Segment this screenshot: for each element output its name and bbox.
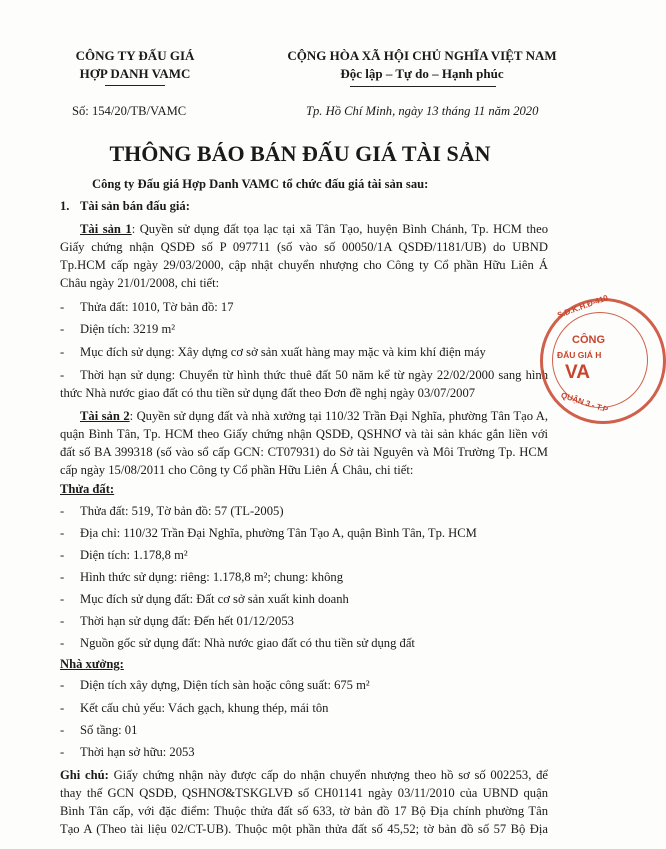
land-item: Mục đích sử dụng đất: Đất cơ sở sản xuất kinh doanh	[80, 592, 349, 606]
asset2-line3: đất số BA 399318 (số vào sổ cấp GCN: CT07931) do Sở tài Nguyên và Môi Trường Tp. HCM	[60, 445, 548, 459]
bullet-dash: -	[60, 345, 65, 359]
note-line4: Tạo A (Theo tài liệu 02/CT-UB). Thuộc một phần thửa đất số 45,52; tờ bản đồ số 57 Bộ Địa	[60, 822, 548, 836]
bullet-dash: -	[60, 526, 65, 540]
seal-top-text: S.Đ.K.H.Đ-410	[556, 293, 610, 320]
factory-item: Kết cấu chủ yếu: Vách gạch, khung thép, mái tôn	[80, 701, 329, 715]
asset1-item: Mục đích sử dụng: Xây dựng cơ sở sản xuất hàng may mặc và kim khí điện máy	[80, 345, 486, 359]
factory-item: Diện tích xây dựng, Diện tích sàn hoặc công suất: 675 m²	[80, 678, 370, 692]
factory-item: Số tầng: 01	[80, 723, 138, 737]
bullet-dash: -	[60, 504, 65, 518]
bullet-dash: -	[60, 570, 65, 584]
asset2-text1: : Quyền sử dụng đất và nhà xưởng tại 110/32 Trần Đại Nghĩa, phường Tân Tạo A,	[129, 409, 549, 423]
bullet-dash: -	[60, 636, 65, 650]
bullet-dash: -	[60, 678, 65, 692]
bullet-dash: -	[60, 592, 65, 606]
nation-motto: Độc lập – Tự do – Hạnh phúc	[340, 66, 504, 81]
section-heading: Tài sản bán đấu giá:	[80, 199, 190, 213]
land-item: Diện tích: 1.178,8 m²	[80, 548, 188, 562]
bullet-dash: -	[60, 300, 65, 314]
asset1-item: Thửa đất: 1010, Tờ bản đồ: 17	[80, 300, 234, 314]
asset2-line4: cấp ngày 15/08/2011 cho Công ty Cổ phần Hữu Liên Á Châu, chi tiết:	[60, 463, 414, 477]
note-label: Ghi chú:	[60, 768, 109, 782]
intro-line: Công ty Đấu giá Hợp Danh VAMC tổ chức đấu giá tài sản sau:	[92, 177, 429, 191]
bullet-dash: -	[60, 614, 65, 628]
asset1-item: Thời hạn sử dụng: Chuyển từ hình thức thuê đất 50 năm kể từ ngày 22/02/2000 sang hình	[80, 368, 548, 382]
land-heading: Thửa đất:	[60, 482, 115, 496]
asset1-item-cont: thức Nhà nước giao đất có thu tiền sử dụng đất theo Đơn đề nghị ngày 03/07/2007	[60, 386, 476, 400]
seal-outer-ring	[540, 298, 666, 424]
bullet-dash: -	[60, 548, 65, 562]
note-line1	[60, 768, 548, 783]
asset2-line1	[60, 409, 548, 424]
land-item: Địa chỉ: 110/32 Trần Đại Nghĩa, phường Tân Tạo A, quận Bình Tân, Tp. HCM	[80, 526, 477, 540]
land-item: Nguồn gốc sử dụng đất: Nhà nước giao đất có thu tiền sử dụng đất	[80, 636, 415, 650]
asset2-label: Tài sản 2	[80, 409, 130, 423]
document-number: Số: 154/20/TB/VAMC	[72, 104, 187, 118]
asset1-line4: Châu ngày 21/01/2008, chi tiết:	[60, 276, 220, 290]
note-line2: thay thế GCN QSDĐ, QSHNƠ&TSKGLVĐ số CH01141 ngày 03/11/2010 của UBND quận	[60, 786, 548, 800]
asset1-label: Tài sản 1	[80, 222, 132, 236]
company-underline	[105, 85, 165, 86]
bullet-dash: -	[60, 723, 65, 737]
asset1-line1	[60, 222, 548, 237]
place-date: Tp. Hồ Chí Minh, ngày 13 tháng 11 năm 2020	[306, 104, 539, 118]
bullet-dash: -	[60, 322, 65, 336]
asset2-line2: quận Bình Tân, Tp. HCM theo Giấy chứng nhận QSDĐ, QSHNƠ và tài sản khác gắn liền với	[60, 427, 548, 441]
note-text1: Giấy chứng nhận này được cấp do nhận chuyển nhượng theo hồ sơ số 002253, để	[108, 768, 548, 782]
company-name-line1: CÔNG TY ĐẤU GIÁ	[75, 48, 195, 63]
bullet-dash: -	[60, 701, 65, 715]
asset1-line3: Tp.HCM cấp ngày 29/03/2000, cập nhật chuyển nhượng cho Công ty Cổ phần Hữu Liên Á	[60, 258, 548, 272]
section-number: 1.	[60, 199, 70, 213]
seal-text-line2: ĐẤU GIÁ H	[557, 350, 602, 360]
motto-underline	[350, 86, 496, 87]
nation-title: CỘNG HÒA XÃ HỘI CHỦ NGHĨA VIỆT NAM	[287, 48, 557, 63]
land-item: Hình thức sử dụng: riêng: 1.178,8 m²; chung: không	[80, 570, 343, 584]
asset1-line2: Giấy chứng nhận QSDĐ số P 097711 (số vào số 00050/1A QSDĐ/1181/UB) do UBND	[60, 240, 548, 254]
note-line3: Bình Tân cấp, với đặc điểm: Thuộc thửa đất số 633, tờ bản đồ 17 Bộ Địa chính phường Tân	[60, 804, 548, 818]
factory-item: Thời hạn sở hữu: 2053	[80, 745, 195, 759]
document-title: THÔNG BÁO BÁN ĐẤU GIÁ TÀI SẢN	[109, 141, 491, 166]
seal-text-line3: VA	[565, 362, 590, 383]
bullet-dash: -	[60, 368, 65, 382]
asset1-item: Diện tích: 3219 m²	[80, 322, 176, 336]
factory-heading: Nhà xưởng:	[60, 657, 124, 671]
asset1-text1: : Quyền sử dụng đất tọa lạc tại xã Tân Tạo, huyện Bình Chánh, Tp. HCM theo	[131, 222, 548, 236]
land-item: Thửa đất: 519, Tờ bản đồ: 57 (TL-2005)	[80, 504, 284, 518]
seal-bottom-text: QUẬN 3 - T.P	[559, 390, 610, 415]
seal-inner-ring	[552, 312, 648, 408]
land-item: Thời hạn sử dụng đất: Đến hết 01/12/2053	[80, 614, 294, 628]
seal-text-line1: CÔNG	[572, 334, 605, 346]
company-name-line2: HỢP DANH VAMC	[79, 66, 191, 81]
bullet-dash: -	[60, 745, 65, 759]
